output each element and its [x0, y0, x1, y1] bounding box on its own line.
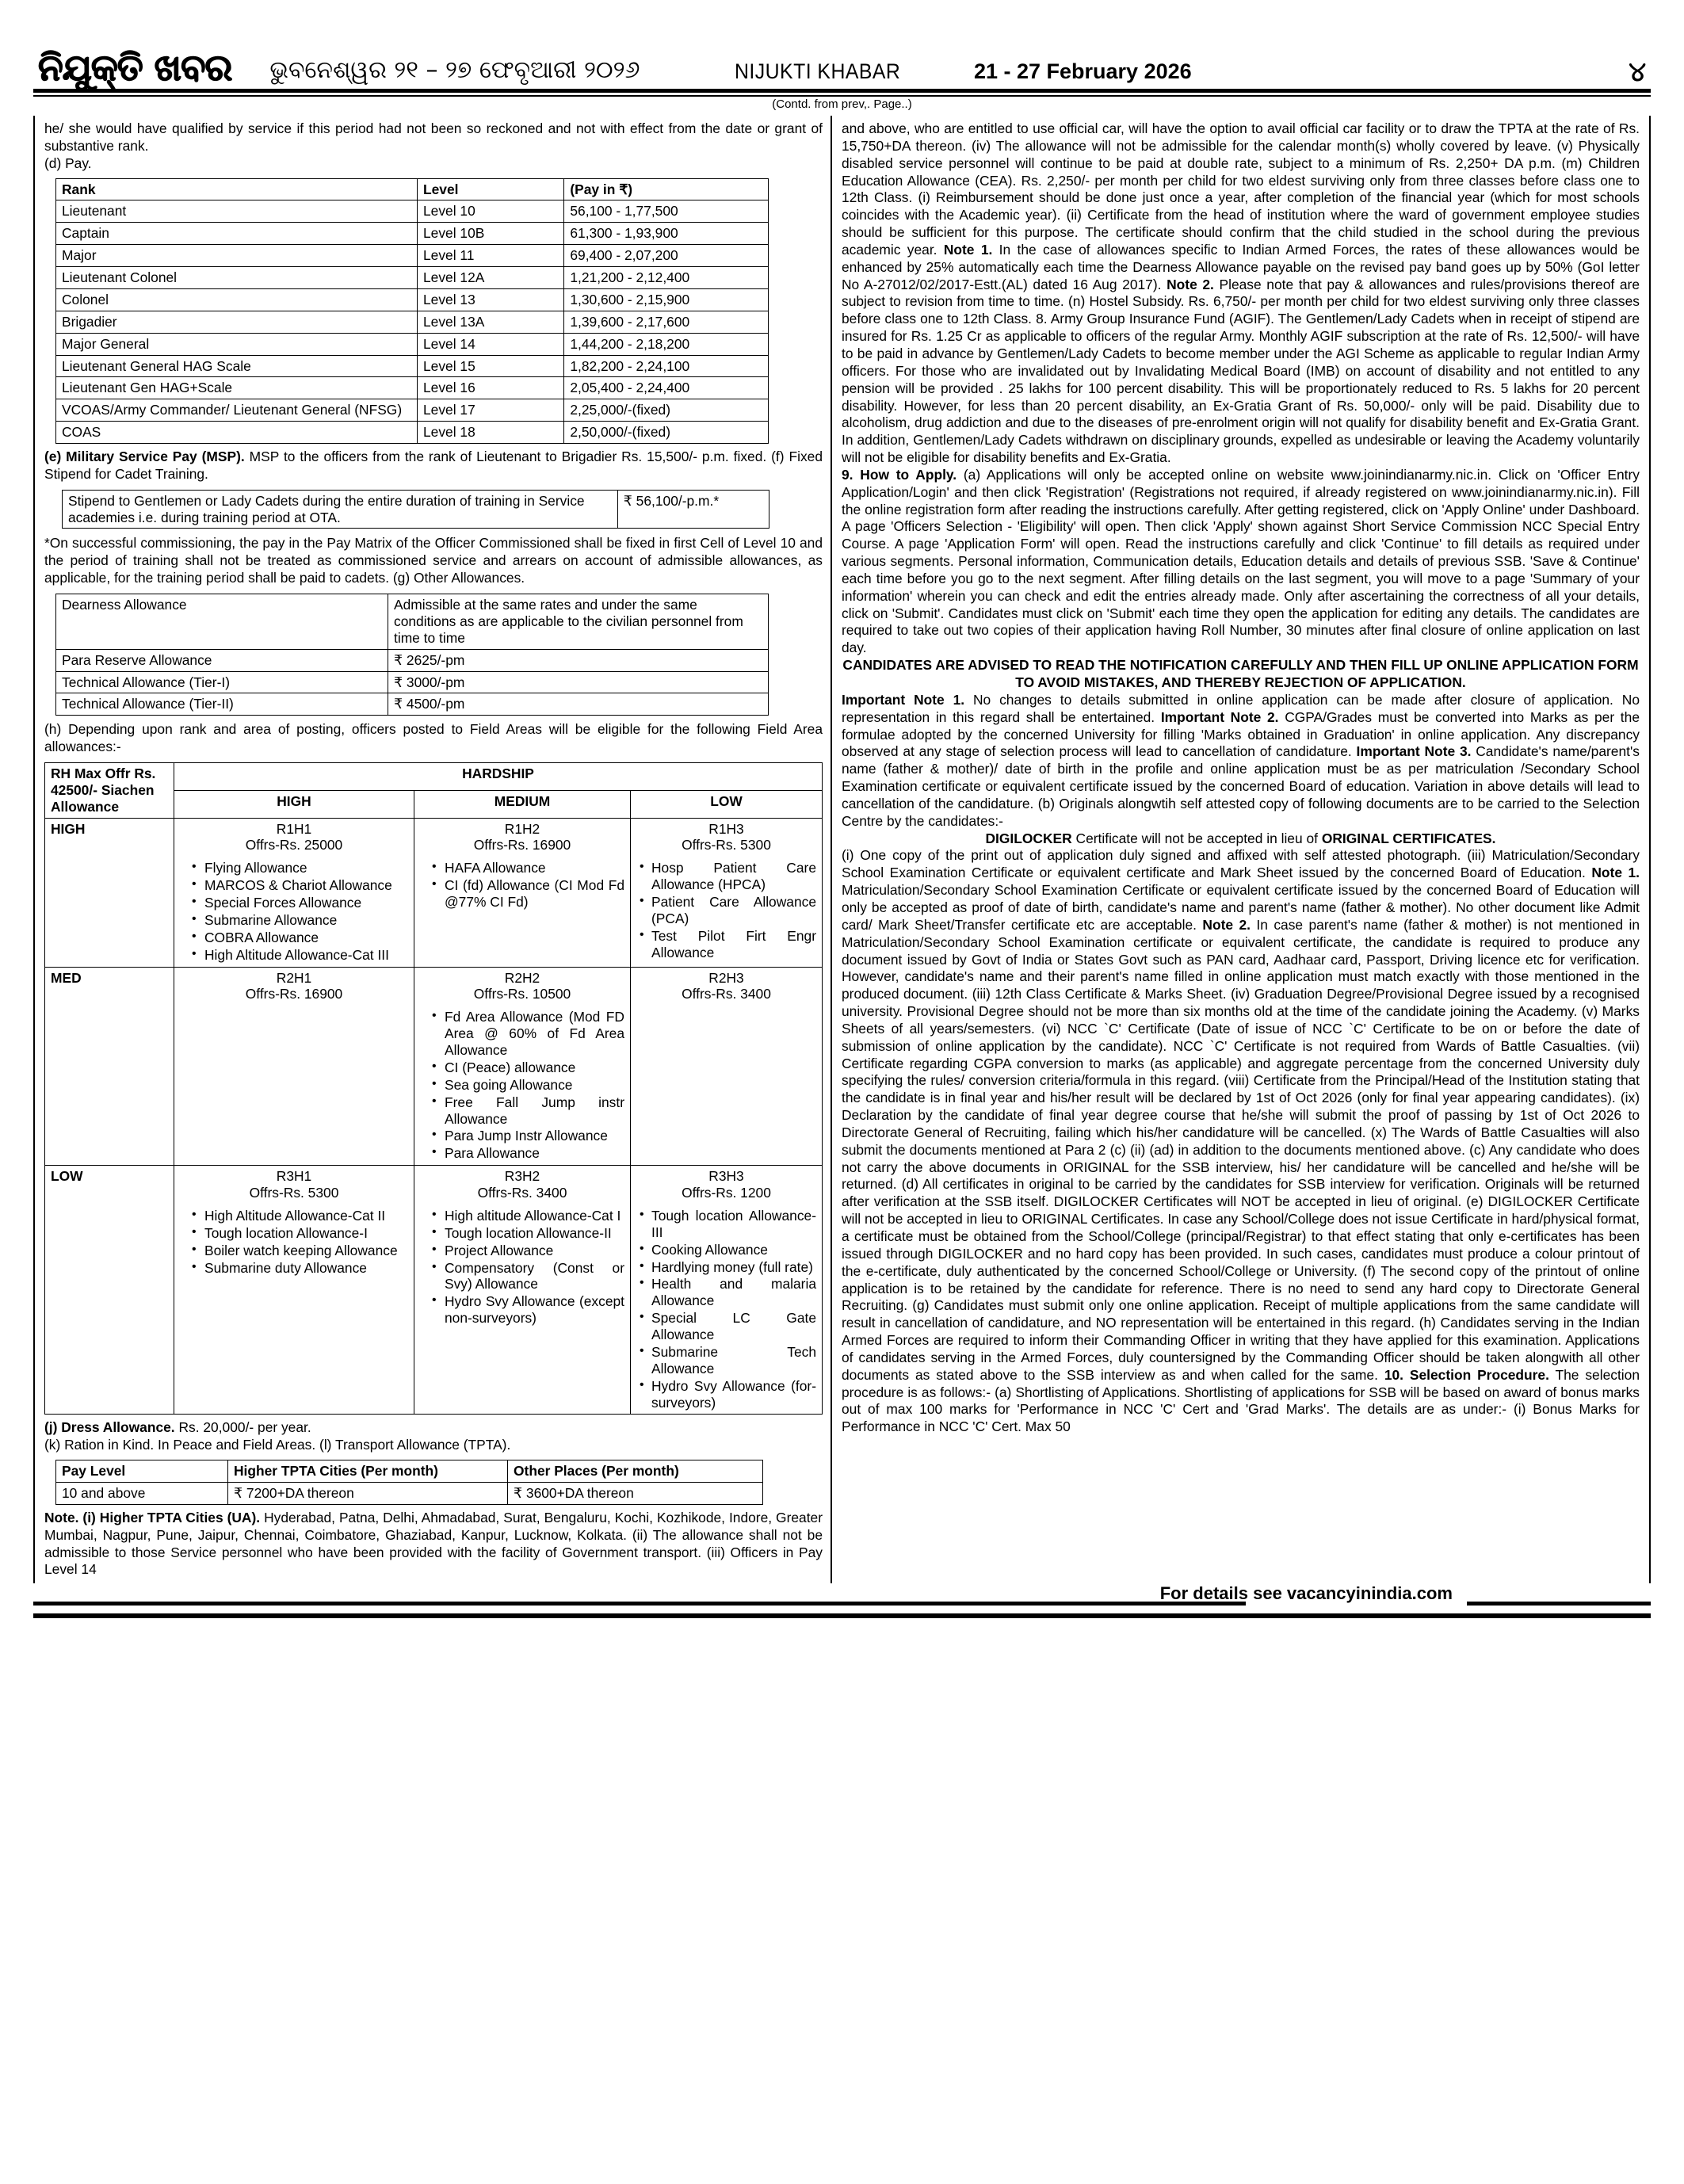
- allowance-value-cell: Admissible at the same rates and under the same conditions as are applicable to the civilian personnel from time to time: [388, 594, 769, 650]
- pay-cell: 1,82,200 - 2,24,100: [564, 355, 769, 377]
- other-places-cell: ₹ 3600+DA thereon: [508, 1483, 763, 1505]
- hardship-cell: [631, 818, 823, 967]
- hardship-allowance-list: [420, 860, 624, 911]
- doc-note-2-label: Note 2.: [1202, 916, 1251, 933]
- col-pay-level: Pay Level: [56, 1460, 228, 1483]
- list-item: • Special Forces Allowance: [192, 895, 408, 911]
- how-to-apply: [842, 467, 1640, 657]
- hardship-span-header: HARDSHIP: [174, 762, 823, 790]
- table-row: [56, 245, 769, 267]
- table-header-row: [56, 178, 769, 200]
- allowance-value-cell: ₹ 2625/-pm: [388, 649, 769, 671]
- hardship-band-row: [45, 1166, 823, 1415]
- table-row: [56, 200, 769, 223]
- dress-label: (j) Dress Allowance.: [44, 1419, 175, 1436]
- doc-note-2-text: In case parent's name (father & mother) is not mentioned in Matriculation/Secondary School Examination certificate or equivalent certificate, the candidate is required to produce any document issued by Govt of India or States Govt such as PAN card, Aadhaar card, Passport, Driving licence etc for verification. However, candidate's name and their parent's name filled in online application must match exactly with those mentioned in the produced document. (iii) 12th Class Certificate & Marks Sheet. (iv) Graduation Degree/Provisional Degree issued by a recognised university. Provisional Degree should not be more than six months old at the time of the candidate joining the Academy. (v) Marks Sheets of all years/semesters. (vi) NCC `C' Certificate (Date of issue of NCC `C' Certificate to be on or before the date of submission of online application by the candidate). NCC `C' Certificate is not required from Wards of Battle Casualties. (vii) Certificate regarding CGPA conversion to marks (as applicable) and aggregate percentage from the concerned University duly specifying the rules/ conversion criteria/formula in this regard. (viii) Certificate from the Principal/Head of the Institution stating that the candidate is in final year and his/her result will be declared by 1st of Oct 2026 (only for final year appearing candidates). (ix) Declaration by the candidate of final year degree course that he/she will submit the proof of passing by 1st of Oct 2026 to Directorate General of Recruiting, failing which his/her candidature will be cancelled. (x) The Wards of Battle Casualties will also submit the documents mentioned at Para 2 (c) (ii) (ad) in addition to the documents mentioned above. (c) Any candidate who does not carry the above documents in ORIGINAL for the SSB interview, his/ her candidature will be cancelled and he/she will be returned. (d) All certificates in original to be carried by the candidates for SSB interview for verification. Originals will be returned after verification at the SSB itself. DIGILOCKER Certificates will NOT be accepted in lieu of original. (e) DIGILOCKER Certificate will not be accepted in lieu to ORIGINAL Certificates. In case any School/College does not issue Certificate in hard/physical format, a certificate must be obtained from the School/College (principal/Registrar) to that effect stating that only e-certificates has been issued through DIGILOCKER and no hard copy has been provided. In such cases, candidates must produce a colour printout of the e-certificate, duly authenticated by the concerned School/College or University. (f) The second copy of the printout of online application is to be retained by the candidate for reference. There is no need to send any hard copy to Directorate General Recruiting. (g) Candidates must submit only one online application. Receipt of multiple applications from the same candidate will result in cancellation of candidature, and NO representation will be entertained in this regard. (h) Candidates serving in the Indian Armed Forces are required to inform their Commanding Officer in writing that they have applied for this examination. Applications of candidates serving in the Armed Forces, duly countersigned by the Commanding Officer should be taken alongwith all other documents as stated above to the SSB interview as and when called for the same.: [842, 916, 1640, 1383]
- list-item: • Cooking Allowance: [639, 1242, 816, 1258]
- level-cell: Level 13: [418, 288, 564, 311]
- rank-cell: Major: [56, 245, 418, 267]
- level-cell: Level 16: [418, 377, 564, 399]
- rank-cell: Lieutenant: [56, 200, 418, 223]
- pay-cell: 2,50,000/-(fixed): [564, 422, 769, 444]
- page-number: ୪: [1629, 56, 1646, 88]
- allowance-name-cell: Para Reserve Allowance: [56, 649, 388, 671]
- publication-logo: ନିଯୁକ୍ତି ଖବର: [38, 46, 232, 89]
- list-item: • CI (Peace) allowance: [432, 1060, 624, 1076]
- list-item: • Submarine duty Allowance: [192, 1260, 408, 1277]
- list-item: • Hardlying money (full rate): [639, 1259, 816, 1276]
- list-item: • Boiler watch keeping Allowance: [192, 1243, 408, 1259]
- field-area-intro: (h) Depending upon rank and area of posting, officers posted to Field Areas will be eligible for the following Field Area allowances:-: [44, 721, 823, 755]
- allowance-name-cell: Technical Allowance (Tier-I): [56, 671, 388, 693]
- footer-rule-right: [1467, 1602, 1651, 1606]
- hardship-code: R2H2: [504, 969, 540, 986]
- table-row: [56, 649, 769, 671]
- table-row: [56, 311, 769, 333]
- hardship-sub-header-medium: MEDIUM: [414, 790, 631, 818]
- dress-allowance: [44, 1419, 823, 1437]
- tpta-table-body: [56, 1483, 763, 1505]
- pay-cell: 1,39,600 - 2,17,600: [564, 311, 769, 333]
- level-cell: Level 14: [418, 333, 564, 355]
- left-column: [33, 116, 832, 1583]
- allowance-value-cell: ₹ 3000/-pm: [388, 671, 769, 693]
- list-item: • High Altitude Allowance-Cat II: [192, 1208, 408, 1224]
- list-item: • Patient Care Allowance (PCA): [639, 894, 816, 927]
- allowance-name-cell: Technical Allowance (Tier-II): [56, 693, 388, 716]
- hardship-cell: [174, 967, 414, 1166]
- advisory-text: CANDIDATES ARE ADVISED TO READ THE NOTIFICATION CAREFULLY AND THEN FILL UP ONLINE APPLICATION FORM TO AVOID MISTAKES, AND THEREBY REJECTION OF APPLICATION.: [842, 657, 1639, 690]
- article-body: [0, 116, 1684, 1583]
- table-row: [56, 223, 769, 245]
- stipend-table: [62, 490, 769, 529]
- masthead-rule-thick: [33, 89, 1651, 93]
- table-row: [56, 267, 769, 289]
- col-other-places: Other Places (Per month): [508, 1460, 763, 1483]
- footer-rule-left: [33, 1602, 1246, 1606]
- level-cell: Level 12A: [418, 267, 564, 289]
- page-bottom-rule: [33, 1613, 1651, 1618]
- pay-level-cell: 10 and above: [56, 1483, 228, 1505]
- level-cell: Level 17: [418, 399, 564, 422]
- page-footer: [33, 1583, 1651, 1610]
- digilocker-notice: [842, 830, 1640, 848]
- list-item: • Free Fall Jump instr Allowance: [432, 1094, 624, 1128]
- hardship-code: R3H1: [276, 1168, 312, 1185]
- important-note-1-text: No changes to details submitted in online application can be made after closure of application. No representation in this regard shall be entertained.: [842, 691, 1640, 725]
- rank-cell: Brigadier: [56, 311, 418, 333]
- hardship-cell: [414, 967, 631, 1166]
- advisory-notice: [842, 657, 1640, 692]
- hardship-rate: Offrs-Rs. 3400: [682, 986, 771, 1002]
- tpta-table: [55, 1460, 763, 1505]
- msp-label: (e) Military Service Pay (MSP).: [44, 449, 245, 465]
- level-cell: Level 13A: [418, 311, 564, 333]
- hardship-code: R2H1: [276, 969, 312, 986]
- stipend-label: Stipend to Gentlemen or Lady Cadets during the entire duration of training in Service academies i.e. during training period at OTA.: [63, 490, 618, 529]
- list-item: • Hydro Svy Allowance (except non-surveyors): [432, 1293, 624, 1327]
- selection-procedure-text: The selection procedure is as follows:- (a) Shortlisting of Applications. Shortlisting of applications for SSB will be based on award of bonus marks out of max 100 marks for 'Performance in NCC 'C' Cert and 'Grad Marks'. The details are as under:- (i) Bonus Marks for Performance in NCC 'C' Cert. Max 50: [842, 1366, 1640, 1435]
- col-level: Level: [418, 178, 564, 200]
- table-row: [56, 594, 769, 650]
- hardship-allowance-list: [420, 1009, 624, 1162]
- tpta-note-text: Hyderabad, Patna, Delhi, Ahmadabad, Surat, Bengaluru, Kochi, Kozhikode, Indore, Greater Mumbai, Nagpur, Pune, Jaipur, Chennai, Coimbatore, Ghaziabad, Kanpur, Lucknow, Kolkata. (ii) The allowance shall not be admissible to those Service personnel who have been provided with the facility of Government transport. (iii) Officers in Pay Level 14: [44, 1509, 823, 1578]
- note-1-label: Note 1.: [943, 241, 993, 258]
- list-item: • Compensatory (Const or Svy) Allowance: [432, 1260, 624, 1293]
- list-item: • Flying Allowance: [192, 860, 408, 876]
- col-rank: Rank: [56, 178, 418, 200]
- how-to-apply-label: 9. How to Apply.: [842, 466, 957, 483]
- table-header-row: [45, 762, 823, 790]
- issue-date: 21 - 27 February 2026: [973, 59, 1192, 83]
- hardship-sub-header-low: LOW: [631, 790, 823, 818]
- stipend-value: ₹ 56,100/-p.m.*: [617, 490, 769, 529]
- table-row: [56, 693, 769, 716]
- allowances-continued: [842, 120, 1640, 467]
- list-item: • HAFA Allowance: [432, 860, 624, 876]
- pay-table-body: [56, 200, 769, 444]
- how-to-apply-text: (a) Applications will only be accepted online on website www.joinindianarmy.nic.in. Click on 'Officer Entry Application/Login' and then click 'Registration' (Registrations not required, if already registered on www.joinindianarmy.nic.in). Fill the online registration form after reading the instructions carefully. After getting registered, click on 'Apply Online' under Dashboard. A page 'Officers Selection - 'Eligibility' will open. Then click 'Apply' shown against Short Service Commission NCC Special Entry Course. A page 'Application Form' will open. Read the instructions carefully and click 'Continue' to fill details as required under various segments. Personal information, Communication details, Education details and details of previous SSB. 'Save & Continue' each time before you go to the next segment. After filling details on the last segment, you will move to a page 'Summary of your information' wherein you can check and edit the entries already made. Only after ascertaining the correctness of all your details, click on 'Submit'. Candidates must click on 'Submit' each time they open the application for editing any details. The candidates are required to take out two copies of their application having Roll Number, 30 minutes after final closure of online application on last day.: [842, 466, 1640, 656]
- other-allowances-table: [55, 594, 769, 716]
- important-note-3-text: Candidate's name/parent's name (father & mother)/ date of birth in the profile and online application must be as per matriculation /Secondary School Examination certificate or equivalent certificate issued by the concerned Board of education. Variation in above details will lead to cancellation of the candidature. (b) Originals alongwtih self attested copy of following documents are to be carried to the Selection Centre by the candidates:-: [842, 743, 1640, 829]
- note-2-text: Please note that pay & allowances and rules/provisions thereof are subject to revision from time to time. (n) Hostel Subsidy. Rs. 6,750/- per month per child for two eldest surviving only three classes before class one to 12th Class. 8. Army Group Insurance Fund (AGIF). The Gentlemen/Lady Cadets when in receipt of stipend are insured for Rs. 1.25 Cr as applicable to officers of the regular Army. Monthly AGIF subscription at the rate of Rs. 12,500/- will have to be paid in advance by Gentlemen/Lady Cadets to become member under the AGI Scheme as applicable to regular Indian Army officers. For those who are invalidated out by Invalidating Medical Board (IMB) on account of disability and not entitled to any pension will be provided . 25 lakhs for 100 percent disability. This will be proportionately reduced to Rs. 5 lakhs for 20 percent disability. However, for less than 20 percent disability, an Ex-Gratia Grant of Rs. 50,000/- only will be paid. Disability due to alcoholism, drug addiction and due to the diseases of pre-enrolment origin will not qualify for disability benefit and Ex-Gratia Grant. In addition, Gentlemen/Lady Cadets withdrawn on disciplinary grounds, expelled as undesirable or leaving the Academy voluntarily will not be eligible for disability benefits and Ex-Gratia.: [842, 276, 1640, 466]
- list-item: • Tough location Allowance-I: [192, 1225, 408, 1242]
- doc-note-1-text: Matriculation/Secondary School Examination Certificate or equivalent certificate issued by the concerned Board of Education will only be accepted as proof of date of birth, candidate's name and parent's name (father & mother). No other document like Admit card/ Mark Sheet/Transfer certificate etc are acceptable.: [842, 882, 1640, 933]
- doc-note-1-label: Note 1.: [1591, 865, 1640, 881]
- hardship-allowance-table: [44, 762, 823, 1415]
- hardship-allowance-list: [420, 1208, 624, 1327]
- list-item: • Submarine Tech Allowance: [639, 1344, 816, 1377]
- documents-list: [842, 847, 1640, 1436]
- hardship-rate: Offrs-Rs. 16900: [473, 837, 571, 853]
- pay-cell: 1,44,200 - 2,18,200: [564, 333, 769, 355]
- hardship-cell: [631, 1166, 823, 1415]
- original-certificates-label: ORIGINAL CERTIFICATES.: [1321, 830, 1496, 846]
- level-cell: Level 10: [418, 200, 564, 223]
- ration-text: (k) Ration in Kind. In Peace and Field Areas. (l) Transport Allowance (TPTA).: [44, 1437, 511, 1453]
- note-1-text: In the case of allowances specific to Indian Armed Forces, the rates of these allowances would be enhanced by 25% automatically each time the Dearness Allowance payable on the revised pay band goes up by 50% (GoI letter No A-27012/02/2017-Estt.(AL) dated 16 Aug 2017).: [842, 241, 1640, 292]
- rank-cell: Lieutenant General HAG Scale: [56, 355, 418, 377]
- pay-cell: 1,21,200 - 2,12,400: [564, 267, 769, 289]
- hardship-code: R3H2: [504, 1168, 540, 1185]
- level-cell: Level 18: [418, 422, 564, 444]
- hardship-allowance-list: [636, 860, 816, 960]
- tpta-note-label: Note. (i) Higher TPTA Cities (UA).: [44, 1509, 261, 1525]
- dress-text: Rs. 20,000/- per year.: [174, 1419, 311, 1436]
- important-note-1-label: Important Note 1.: [842, 691, 965, 708]
- important-note-3-label: Important Note 3.: [1356, 743, 1472, 760]
- tpta-continued-text: and above, who are entitled to use official car, will have the option to avail official car facility or to draw the TPTA at the rate of Rs. 15,750+DA thereon. (iv) The allowance will not be admissible for the calendar month(s) wholly covered by leave. (v) Physically disabled service personnel will continue to be paid at double rate, subject to a minimum of Rs. 2,250+ DA p.m. (m) Children Education Allowance (CEA). Rs. 2,250/- per month per child for two eldest surviving only from three classes before class one to 12th Class. (i) Reimbursement should be done just once a year, after completion of the financial year (which for most schools coincides with the Academic year). (ii) Certificate from the head of institution where the ward of government employee studies should be sufficient for this purpose. The certificate should confirm that the child studied in the school during the previous academic year.: [842, 120, 1640, 258]
- table-row: [56, 288, 769, 311]
- table-row: [56, 355, 769, 377]
- higher-tpta-cell: ₹ 7200+DA thereon: [228, 1483, 508, 1505]
- masthead: [0, 0, 1684, 89]
- hardship-code: R1H2: [504, 820, 540, 837]
- hardship-allowance-list: [180, 1208, 408, 1277]
- hardship-code: R2H3: [708, 969, 744, 986]
- hardship-allowance-list: [636, 1208, 816, 1411]
- hardship-code: R1H3: [708, 820, 744, 837]
- list-item: • Submarine Allowance: [192, 912, 408, 929]
- tpta-note: [44, 1510, 823, 1579]
- list-item: • High Altitude Allowance-Cat III: [192, 947, 408, 964]
- table-row: [56, 1483, 763, 1505]
- rank-cell: Lieutenant Gen HAG+Scale: [56, 377, 418, 399]
- digilocker-mid-text: Certificate will not be accepted in lieu of: [1071, 830, 1322, 846]
- list-item: • CI (fd) Allowance (CI Mod Fd @77% CI Fd): [432, 877, 624, 911]
- list-item: • Tough location Allowance-III: [639, 1208, 816, 1241]
- hardship-rate: Offrs-Rs. 16900: [245, 986, 343, 1002]
- hardship-corner-header: RH Max Offr Rs. 42500/- Siachen Allowance: [45, 762, 174, 818]
- hardship-cell: [174, 1166, 414, 1415]
- hardship-code: R1H1: [276, 820, 312, 837]
- table-row: [56, 671, 769, 693]
- pay-heading: (d) Pay.: [44, 155, 92, 171]
- documents-intro-text: (i) One copy of the print out of application duly signed and affixed with self attested photograph. (iii) Matriculation/Secondary School Examination Certificate or equivalent certificate and Mark Sheet issued by the concerned Board of Education.: [842, 847, 1640, 881]
- list-item: • Project Allowance: [432, 1243, 624, 1259]
- hardship-cell: [414, 818, 631, 967]
- masthead-rule-thin: [33, 95, 1651, 97]
- list-item: • Health and malaria Allowance: [639, 1276, 816, 1309]
- hardship-sub-header-high: HIGH: [174, 790, 414, 818]
- hardship-rate: Offrs-Rs. 10500: [473, 986, 571, 1002]
- rank-cell: Captain: [56, 223, 418, 245]
- hardship-cell: [631, 967, 823, 1166]
- list-item: • Tough location Allowance-II: [432, 1225, 624, 1242]
- list-item: • High altitude Allowance-Cat I: [432, 1208, 624, 1224]
- allowance-name-cell: Dearness Allowance: [56, 594, 388, 650]
- hardship-band-label: HIGH: [45, 818, 174, 967]
- list-item: • Hosp Patient Care Allowance (HPCA): [639, 860, 816, 893]
- rank-cell: Major General: [56, 333, 418, 355]
- intro-paragraph: he/ she would have qualified by service if this period had not been so reckoned and not with effect from the date or grant of substantive rank.: [44, 120, 823, 154]
- table-row: [56, 333, 769, 355]
- hardship-rate: Offrs-Rs. 1200: [682, 1185, 771, 1201]
- important-note-2-label: Important Note 2.: [1160, 708, 1279, 725]
- list-item: • Fd Area Allowance (Mod FD Area @ 60% of Fd Area Allowance: [432, 1009, 624, 1059]
- pay-cell: 69,400 - 2,07,200: [564, 245, 769, 267]
- pay-cell: 2,05,400 - 2,24,400: [564, 377, 769, 399]
- hardship-band-label: MED: [45, 967, 174, 1166]
- hardship-rate: Offrs-Rs. 3400: [477, 1185, 567, 1201]
- msp-text: MSP to the officers from the rank of Lieutenant to Brigadier Rs. 15,500/- p.m. fixed. (f) Fixed Stipend for Cadet Training.: [44, 449, 823, 482]
- pay-cell: 2,25,000/-(fixed): [564, 399, 769, 422]
- odia-edition-date: ଭୁବନେଶ୍ୱର ୨୧ – ୨୭ ଫେବୃଆରୀ ୨୦୨୬: [269, 56, 640, 84]
- note-2-label: Note 2.: [1167, 276, 1214, 292]
- level-cell: Level 15: [418, 355, 564, 377]
- list-item: • MARCOS & Chariot Allowance: [192, 877, 408, 894]
- hardship-band-label: LOW: [45, 1166, 174, 1415]
- pay-cell: 1,30,600 - 2,15,900: [564, 288, 769, 311]
- pay-cell: 61,300 - 1,93,900: [564, 223, 769, 245]
- pay-matrix-table: [55, 178, 769, 445]
- rank-cell: Lieutenant Colonel: [56, 267, 418, 289]
- hardship-cell: [414, 1166, 631, 1415]
- hardship-rate: Offrs-Rs. 5300: [249, 1185, 339, 1201]
- hardship-rate: Offrs-Rs. 5300: [682, 837, 771, 853]
- hardship-band-row: [45, 967, 823, 1166]
- list-item: • Hydro Svy Allowance (for-surveyors): [639, 1378, 816, 1411]
- publication-name: NIJUKTI KHABAR: [735, 59, 901, 83]
- important-notes: [842, 692, 1640, 830]
- list-item: • Para Jump Instr Allowance: [432, 1128, 624, 1144]
- selection-procedure-label: 10. Selection Procedure.: [1384, 1366, 1549, 1383]
- table-row: [63, 490, 769, 529]
- table-row: [56, 377, 769, 399]
- list-item: • Para Allowance: [432, 1145, 624, 1162]
- hardship-cell: [174, 818, 414, 967]
- hardship-allowance-list: [180, 860, 408, 963]
- rank-cell: Colonel: [56, 288, 418, 311]
- col-higher-tpta-cities: Higher TPTA Cities (Per month): [228, 1460, 508, 1483]
- table-header-row: [56, 1460, 763, 1483]
- hardship-band-row: [45, 818, 823, 967]
- rank-cell: VCOAS/Army Commander/ Lieutenant General (NFSG): [56, 399, 418, 422]
- list-item: • Test Pilot Firt Engr Allowance: [639, 928, 816, 961]
- level-cell: Level 11: [418, 245, 564, 267]
- right-column: [832, 116, 1651, 1583]
- continued-note: (Contd. from prev,. Page..): [772, 97, 912, 111]
- col-pay: (Pay in ₹): [564, 178, 769, 200]
- digilocker-label: DIGILOCKER: [985, 830, 1072, 846]
- hardship-rate: Offrs-Rs. 25000: [245, 837, 343, 853]
- pay-cell: 56,100 - 1,77,500: [564, 200, 769, 223]
- rank-cell: COAS: [56, 422, 418, 444]
- list-item: • Sea going Allowance: [432, 1077, 624, 1094]
- hardship-code: R3H3: [708, 1168, 744, 1185]
- footer-credit: For details see vacancyinindia.com: [1159, 1583, 1453, 1604]
- table-row: [56, 422, 769, 444]
- msp-paragraph: [44, 449, 823, 483]
- allowance-table-body: [56, 594, 769, 716]
- table-row: [56, 399, 769, 422]
- allowance-value-cell: ₹ 4500/-pm: [388, 693, 769, 716]
- list-item: • COBRA Allowance: [192, 930, 408, 946]
- important-note-2-text: CGPA/Grades must be converted into Marks as per the formulae adopted by the concerned University for filling 'Marks obtained in Graduation' in online application. Any discrepancy observed at any stage of selection process will lead to cancellation of candidature.: [842, 708, 1640, 760]
- list-item: • Special LC Gate Allowance: [639, 1310, 816, 1343]
- stipend-footnote: *On successful commissioning, the pay in the Pay Matrix of the Officer Commissioned shall be fixed in first Cell of Level 10 and the period of training shall not be treated as commissioned service and arrears on account of admissible allowances, as applicable, for the training period shall be paid to cadets. (g) Other Allowances.: [44, 535, 823, 586]
- hardship-table-body: [45, 762, 823, 1415]
- level-cell: Level 10B: [418, 223, 564, 245]
